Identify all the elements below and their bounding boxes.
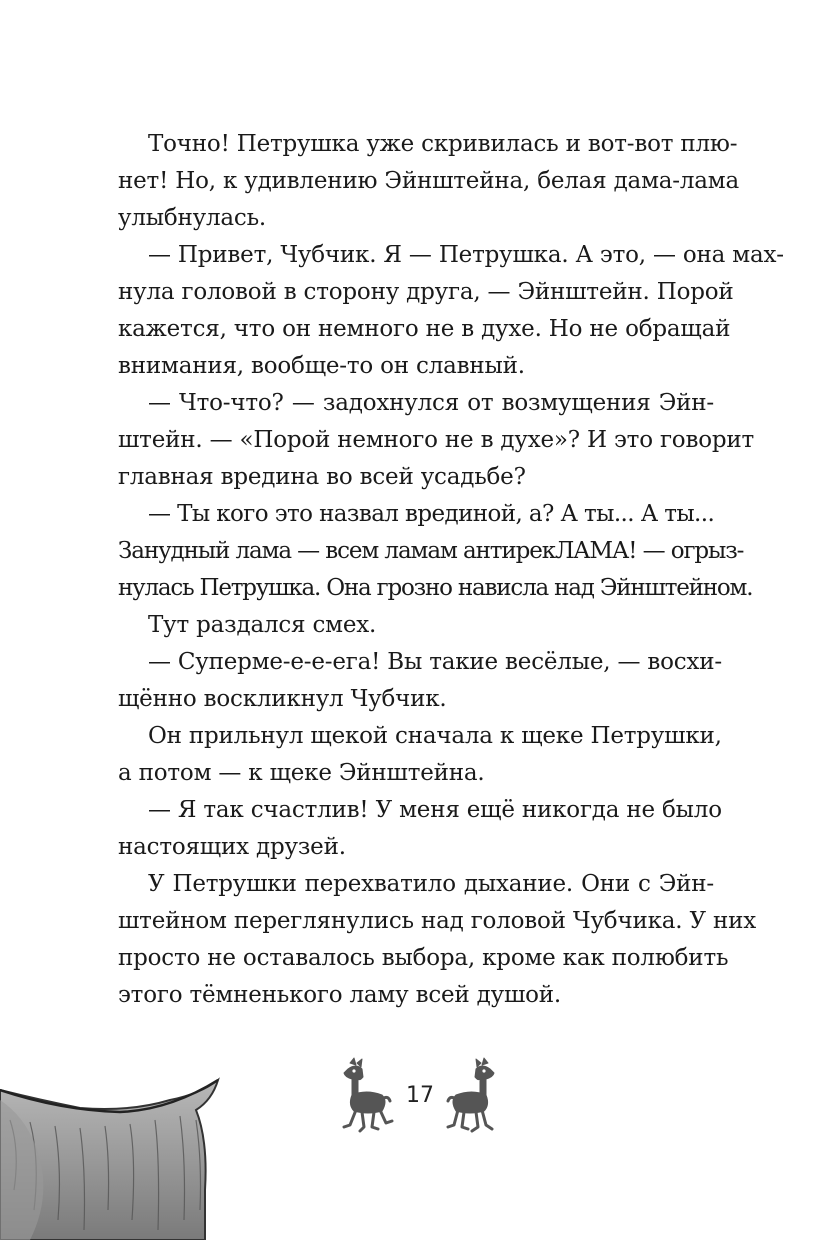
text-line: нет! Но, к удивлению Эйнштейна, белая дама-лама	[118, 168, 739, 194]
text-line: нулась Петрушка. Она грозно нависла над Эйнштейном.	[118, 575, 753, 601]
text-line: Точно! Петрушка уже скривилась и вот-вот плю-	[148, 131, 738, 157]
text-line: — Что-что? — задохнулся от возмущения Эйн-	[148, 390, 714, 416]
text-line: Он прильнул щекой сначала к щеке Петрушки,	[148, 723, 722, 749]
text-line: Тут раздался смех.	[148, 612, 377, 638]
text-line: щённо воскликнул Чубчик.	[118, 686, 447, 712]
llama-icon	[330, 1055, 400, 1137]
text-line: просто не оставалось выбора, кроме как полюбить	[118, 945, 729, 971]
text-line: У Петрушки перехватило дыхание. Они с Эйн-	[148, 871, 714, 897]
text-line: нула головой в сторону друга, — Эйнштейн. Порой	[118, 279, 734, 305]
text-line: — Привет, Чубчик. Я — Петрушка. А это, — она мах-	[148, 242, 784, 268]
page-number: 17	[406, 1083, 434, 1108]
text-line: главная вредина во всей усадьбе?	[118, 464, 526, 490]
text-line: кажется, что он немного не в духе. Но не обращай	[118, 316, 731, 342]
text-line: штейн. — «Порой немного не в духе»? И это говорит	[118, 427, 755, 453]
text-line: улыбнулась.	[118, 205, 266, 231]
llama-icon	[438, 1055, 508, 1137]
text-line: Занудный лама — всем ламам антирекЛАМА! — огрыз-	[118, 538, 744, 564]
text-line: штейном переглянулись над головой Чубчика. У них	[118, 908, 757, 934]
text-line: — Суперме-е-е-ега! Вы такие весёлые, — восхи-	[148, 649, 722, 675]
text-line: — Ты кого это назвал врединой, а? А ты... А ты...	[148, 501, 715, 527]
text-line: этого тёмненького ламу всей душой.	[118, 982, 562, 1008]
llama-fur-illustration	[0, 1060, 230, 1240]
text-line: внимания, вообще-то он славный.	[118, 353, 525, 379]
page-folio	[330, 1055, 510, 1145]
text-line: — Я так счастлив! У меня ещё никогда не было	[148, 797, 722, 823]
body-text	[118, 126, 784, 1014]
text-line: настоящих друзей.	[118, 834, 346, 860]
text-line: а потом — к щеке Эйнштейна.	[118, 760, 485, 786]
